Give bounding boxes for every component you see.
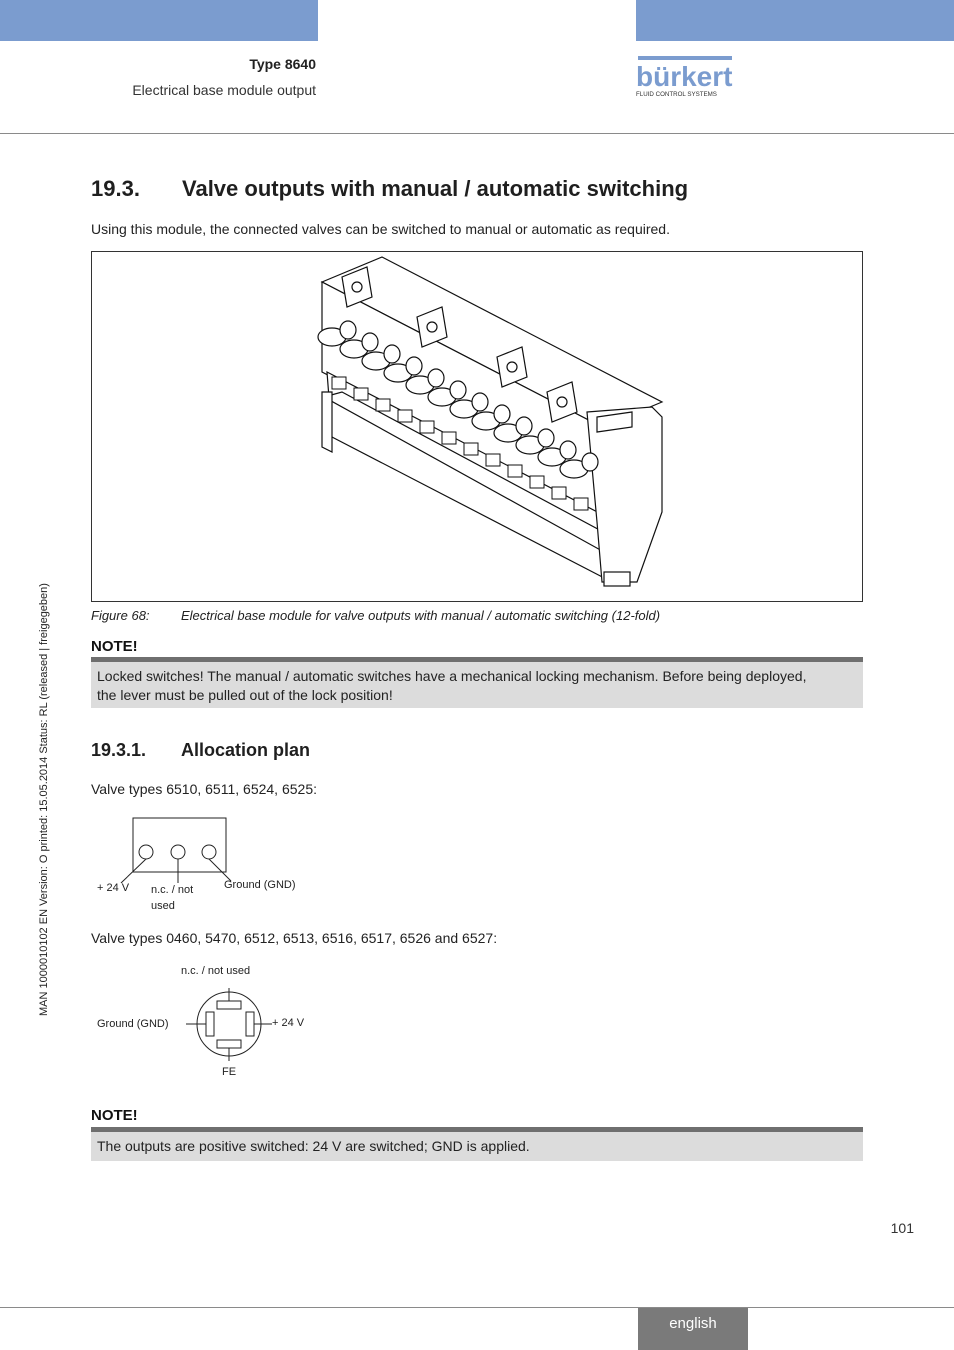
document-type: Type 8640	[249, 56, 316, 72]
language-tab: english	[638, 1308, 748, 1350]
header-band-left	[0, 0, 318, 41]
header-divider	[0, 133, 954, 134]
subsection-heading	[91, 740, 310, 761]
plan1-diagram	[91, 815, 331, 920]
logo-tagline: FLUID CONTROL SYSTEMS	[636, 91, 717, 98]
header-band-right	[636, 0, 954, 41]
plan1-pin-gnd: Ground (GND)	[224, 879, 296, 891]
note-box-2	[91, 1127, 863, 1161]
page-number: 101	[890, 1220, 914, 1236]
note-line-1: Locked switches! The manual / automatic switches have a mechanical locking mechanism. Before being deployed,	[97, 668, 807, 684]
figure-frame	[91, 251, 863, 602]
side-document-info: MAN 1000010102 EN Version: O printed: 15.05.2014 Status: RL (released | freigegeben)	[38, 583, 50, 1016]
plan1-heading: Valve types 6510, 6511, 6524, 6525:	[91, 781, 317, 797]
section-number: 19.3.	[91, 176, 140, 201]
section-title: Valve outputs with manual / automatic switching	[182, 176, 689, 201]
section-heading	[91, 176, 688, 202]
plan2-pin-left: Ground (GND)	[97, 1018, 169, 1030]
plan2-diagram	[180, 985, 280, 1065]
document-subtitle: Electrical base module output	[132, 82, 316, 98]
plan1-pin-nc-line1: n.c. / not	[151, 884, 194, 896]
plan1-pin-nc-line2: used	[151, 900, 175, 912]
note-line-2: the lever must be pulled out of the lock position!	[97, 687, 393, 703]
figure-caption	[91, 608, 660, 623]
subsection-number: 19.3.1.	[91, 740, 147, 760]
plan1-pin-plus: + 24 V	[97, 882, 130, 894]
figure-label: Figure 68:	[91, 608, 150, 623]
plan2-pin-top: n.c. / not used	[181, 965, 251, 977]
module-drawing	[92, 252, 862, 601]
figure-caption-text: Electrical base module for valve outputs with manual / automatic switching (12-fold)	[181, 608, 661, 623]
note-title-2: NOTE!	[91, 1107, 138, 1124]
note-box-1	[91, 657, 863, 708]
footer-divider	[0, 1307, 954, 1308]
plan2-heading: Valve types 0460, 5470, 6512, 6513, 6516, 6517, 6526 and 6527:	[91, 930, 498, 946]
plan2-pin-right: + 24 V	[272, 1017, 305, 1029]
note-title-1: NOTE!	[91, 638, 138, 655]
subsection-title: Allocation plan	[181, 740, 311, 760]
plan2-pin-bottom: FE	[222, 1066, 237, 1078]
logo-wordmark: bürkert	[636, 61, 733, 92]
section-intro: Using this module, the connected valves can be switched to manual or automatic as required.	[91, 221, 670, 237]
note2-text: The outputs are positive switched: 24 V are switched; GND is applied.	[97, 1138, 530, 1154]
burkert-logo	[636, 56, 736, 100]
